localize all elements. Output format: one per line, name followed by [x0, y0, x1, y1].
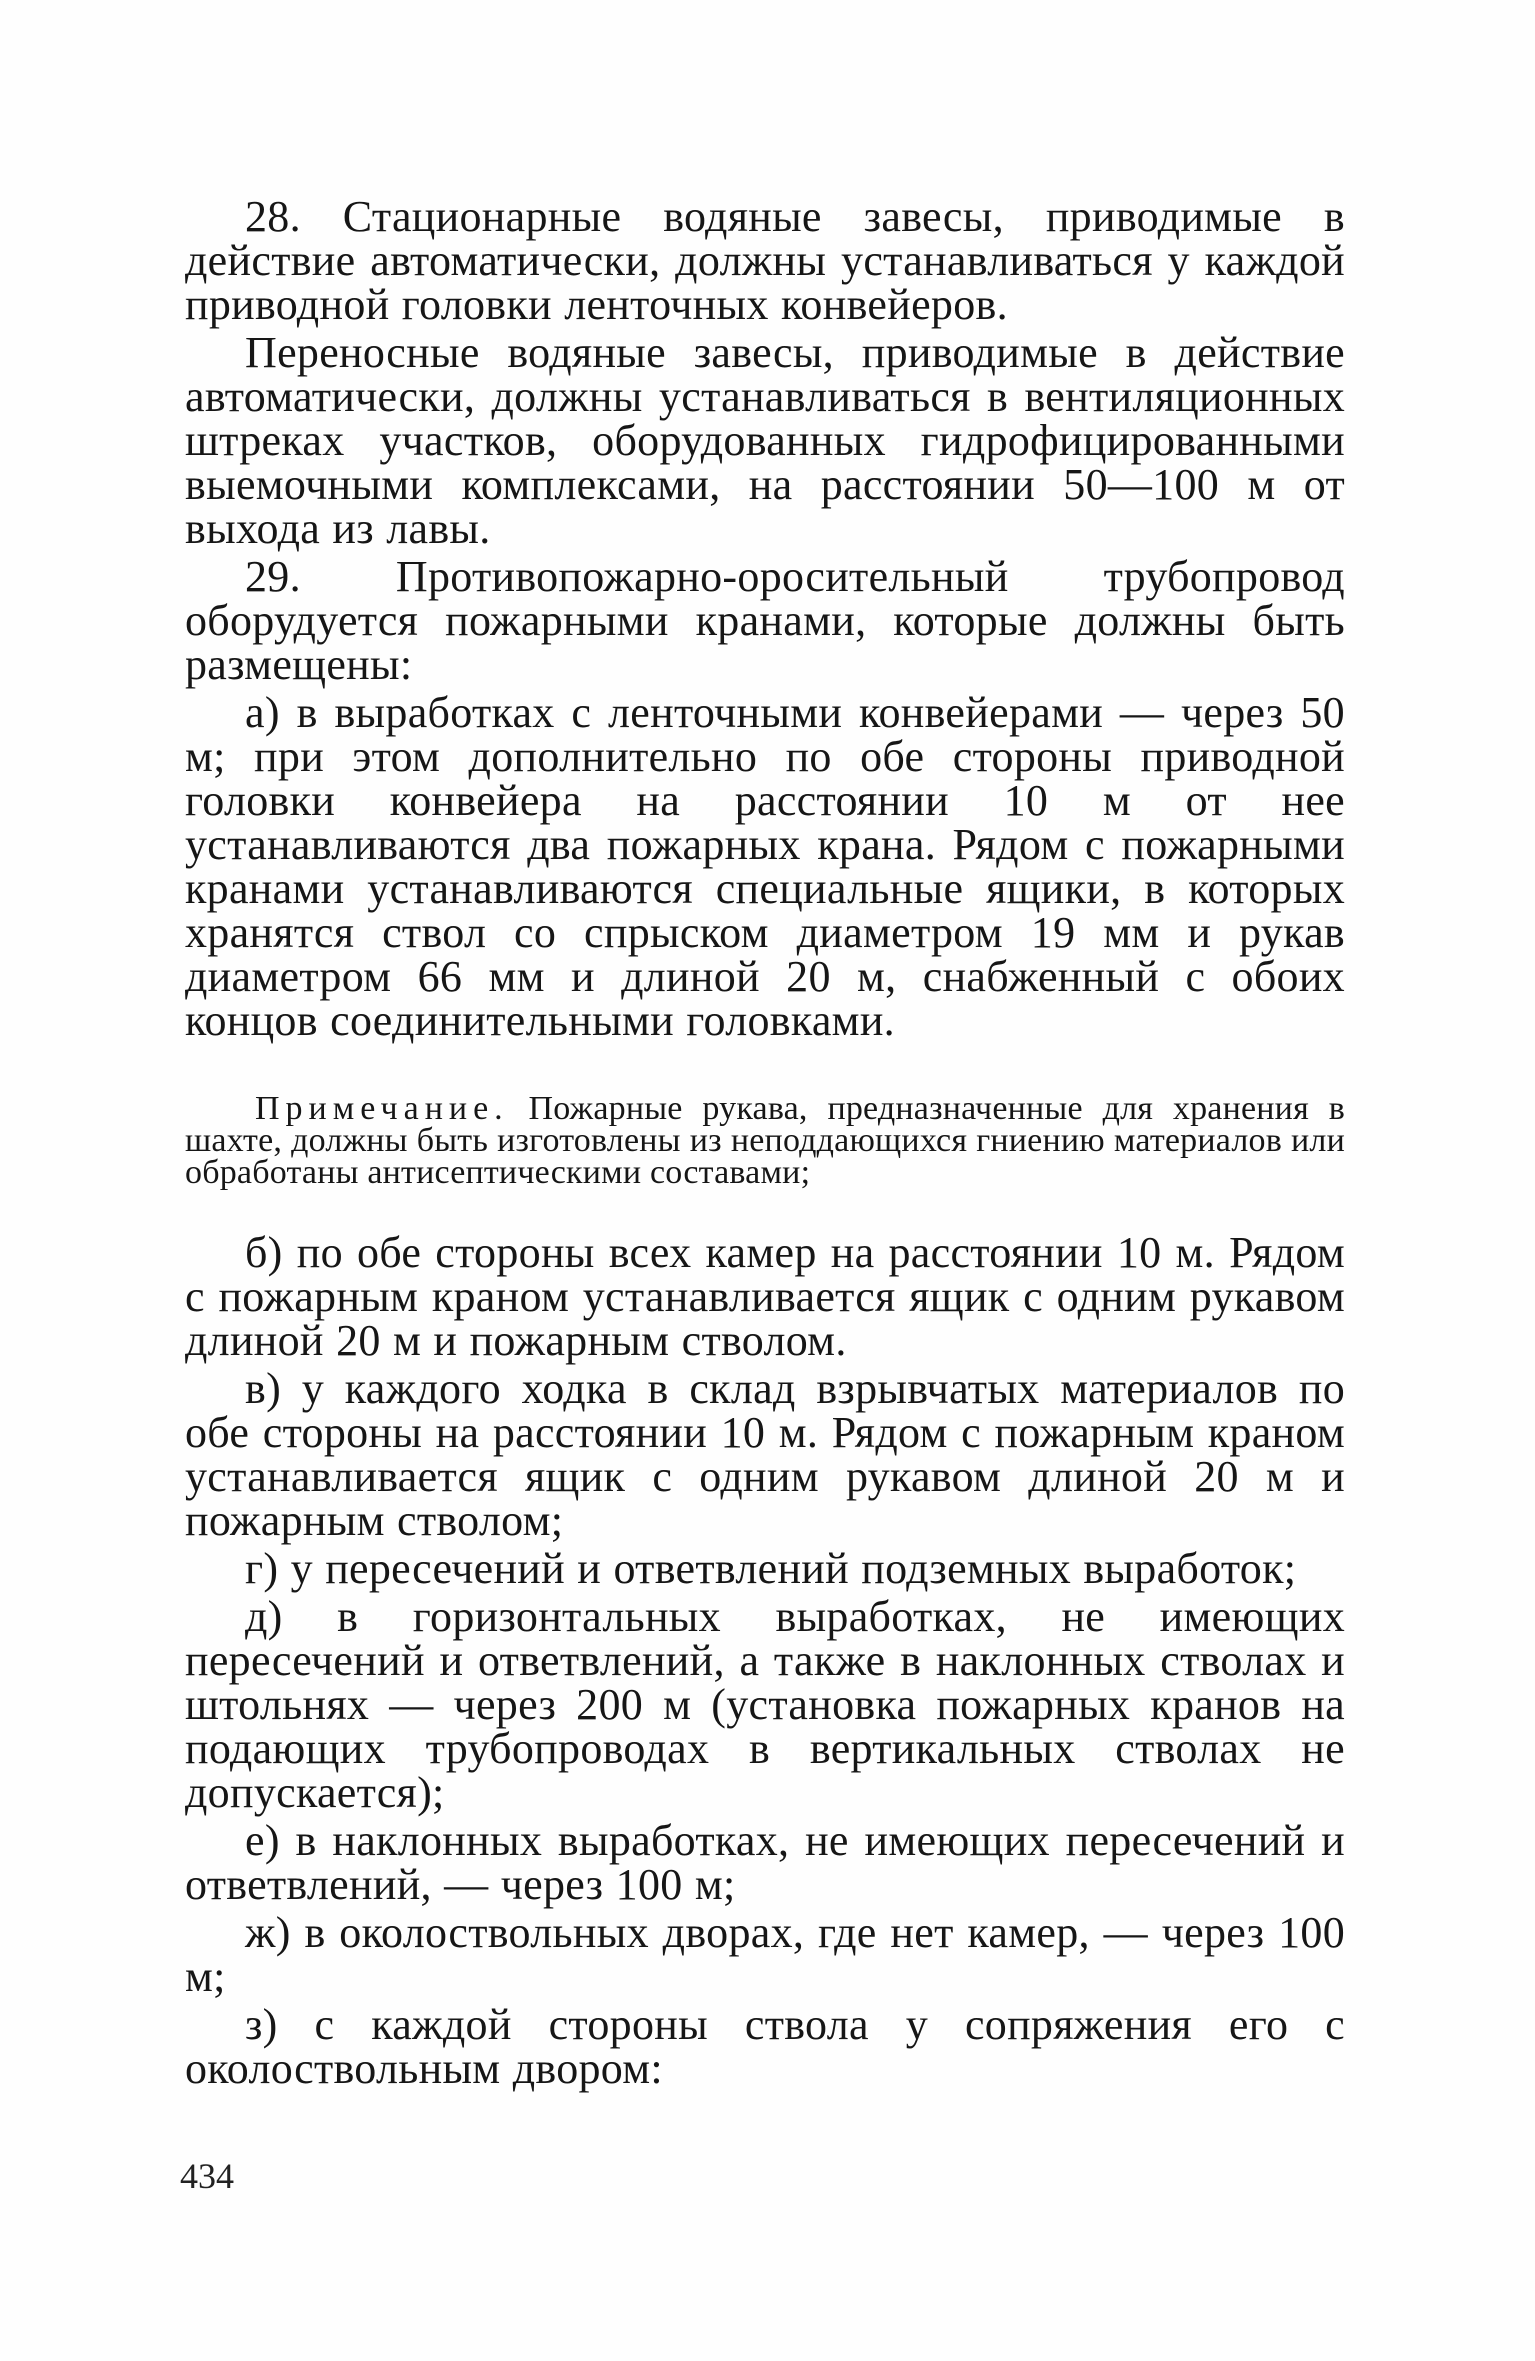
- note-text: Пожарные рукава, предназначенные для хранения в шахте, должны быть изготовлены из неподдающихся гниению материалов или обработаны антисептическими составами;: [185, 1090, 1346, 1191]
- item-g: г) у пересечений и ответвлений подземных выработок;: [245, 1544, 1297, 1593]
- item-zh: ж) в околоствольных дворах, где нет камер, — через 100 м;: [185, 1908, 1345, 2001]
- item-a: а) в выработках с ленточными конвейерами — через 50 м; при этом дополнительно по обе стороны приводной головки конвейера на расстоянии 10 м от нее устанавливаются два пожарных крана. Рядом с пожарными кранами устанавливаются специальные ящики, в которых хранятся ствол со спрыском диаметром 19 мм и рукав диаметром 66 мм и длиной 20 м, снабженный с обоих концов соединительными головками.: [185, 688, 1345, 1045]
- item-d: д) в горизонтальных выработках, не имеющих пересечений и ответвлений, а также в наклонных стволах и штольнях — через 200 м (установка пожарных кранов на подающих трубопроводах в вертикальных стволах не допускается);: [185, 1592, 1345, 1817]
- main-text: [185, 192, 1346, 2093]
- paragraph-28: 28. Стационарные водяные завесы, приводимые в действие автоматически, должны устанавливаться у каждой приводной головки ленточных конвейеров.: [185, 192, 1345, 329]
- note: [185, 1090, 1346, 1191]
- item-z: з) с каждой стороны ствола у сопряжения его с околоствольным двором:: [185, 2000, 1345, 2093]
- note-label: Примечание.: [255, 1090, 509, 1127]
- paragraph-portable-curtains: Переносные водяные завесы, приводимые в действие автоматически, должны устанавливаться в вентиляционных штреках участков, оборудованных гидрофицированными выемочными комплексами, на расстоянии 50—100 м от выхода из лавы.: [185, 328, 1345, 553]
- item-v: в) у каждого ходка в склад взрывчатых материалов по обе стороны на расстоянии 10 м. Рядом с пожарным краном устанавливается ящик с одним рукавом длиной 20 м и пожарным стволом;: [185, 1364, 1345, 1545]
- paragraph-29: 29. Противопожарно-оросительный трубопровод оборудуется пожарными кранами, которые должны быть размещены:: [185, 552, 1345, 689]
- item-e: е) в наклонных выработках, не имеющих пересечений и ответвлений, — через 100 м;: [185, 1816, 1345, 1909]
- page-number: 434: [180, 2156, 234, 2196]
- item-b: б) по обе стороны всех камер на расстоянии 10 м. Рядом с пожарным краном устанавливается ящик с одним рукавом длиной 20 м и пожарным стволом.: [185, 1228, 1345, 1365]
